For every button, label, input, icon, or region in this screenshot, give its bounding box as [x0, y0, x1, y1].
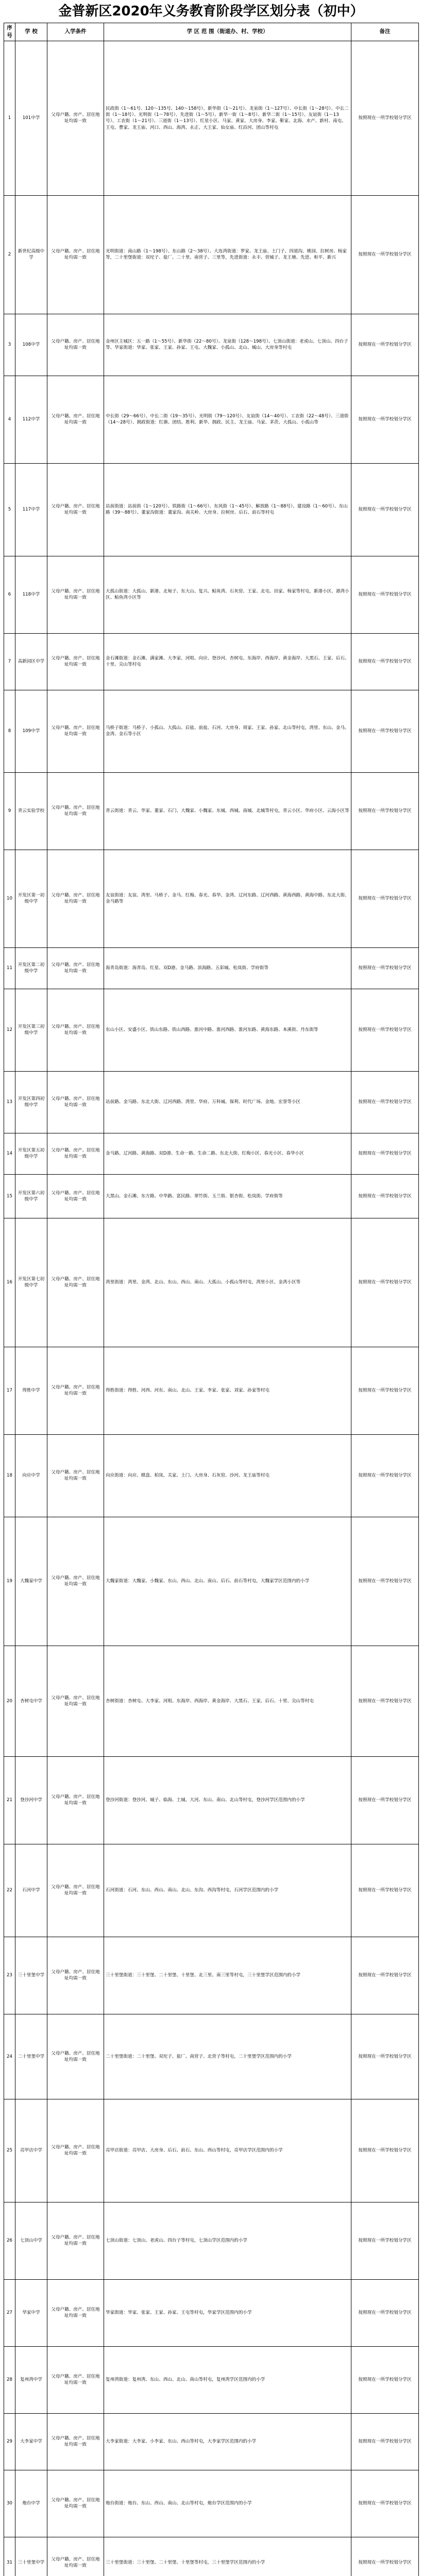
- district-range: 金州区主城区：五一路（1～55号）、新华街（22～80号）、龙泉街（128～198号）、七顶山街道：老虎山、七顶山、四台子等、华家街道：华家、张家、王家、孙家、王屯、大魏家、小孤山、北山、城山、大房身等村屯: [104, 314, 351, 376]
- header-note: 备注: [351, 23, 419, 41]
- district-range: 七顶山街道：七顶山、老虎山、四台子等村屯，七顶山学区范围内的小学: [104, 2202, 351, 2279]
- row-number: 2: [4, 195, 15, 314]
- table-row: [4, 195, 419, 314]
- district-range: 民政街（1～61号、120～135号、140～158号）、新华街（1～21号）、龙泉街（1～127号）、中长街（1～28号）、中长二街（1～18号）、光明街（1～78号）、先进街（1～5号）、新华一街（1～8号）、新华二街（1～15号）、友谊街（1～13号）、工农街（1～21号）、三道街（1～13号）、红星小区、马家、黄家、大房身、李家、靳家、北海、水产、新村、南屯、王屯、曹家、龙王庙、河口、西山、海湾、永正、大王家、仙女庙、红沿河、团山等村屯: [104, 41, 351, 195]
- district-range: 大李家街道：大李家、小李家、东山、西山等村屯，大李家学区范围内的小学: [104, 2413, 351, 2470]
- table-row: [4, 1937, 419, 2014]
- row-note: 按照现在一所学校划分学区: [351, 947, 419, 989]
- admission-condition: 父母户籍、房产、居住地址均需一致: [47, 1517, 104, 1646]
- table-row: [4, 556, 419, 633]
- row-note: 按照现在一所学校划分学区: [351, 633, 419, 690]
- district-range: 三十里堡街道：三十里堡、二十里堡、十里堡、北三里、南三里等村屯，三十里堡学区范围内的小学: [104, 1937, 351, 2014]
- admission-condition: 父母户籍、房产、居住地址均需一致: [47, 2014, 104, 2099]
- row-note: 按照现在一所学校划分学区: [351, 556, 419, 633]
- admission-condition: 父母户籍、房产、居住地址均需一致: [47, 633, 104, 690]
- table-row: [4, 1347, 419, 1434]
- district-range: 华家街道：华家、张家、王家、孙家、王屯等村屯，华家学区范围内的小学: [104, 2279, 351, 2346]
- school-name: 大魏家中学: [15, 1517, 47, 1646]
- district-range: 向应街道：向应、棋盘、柏岚、关家、土门、大房身、石灰窑、沙河、龙王庙等村屯: [104, 1434, 351, 1517]
- table-row: [4, 1218, 419, 1347]
- header-range: 学 区 范 围（街道办、村、学校）: [104, 23, 351, 41]
- row-number: 18: [4, 1434, 15, 1517]
- district-range: 复州湾街道：复州湾、东山、西山、北山、南山等村屯，复州湾学区范围内的小学: [104, 2346, 351, 2413]
- district-range: 马桥子街道：马桥子、小孤山、大孤山、后盐、前盐、石河、大房身、周家、王家、孙家、北山等村屯，湾里、东山、金马、金湾、金石等小区: [104, 690, 351, 772]
- district-range: 大孤山街道：大孤山、新港、北甸子、东大山、复兴、鲇鱼湾、石灰窑、王家、北屯、田家、杨家等村屯，新港小区、港湾小区、鲇鱼湾小区等: [104, 556, 351, 633]
- row-number: 5: [4, 463, 15, 556]
- row-note: 按照现在一所学校划分学区: [351, 1174, 419, 1218]
- school-name: 登沙河中学: [15, 1756, 47, 1844]
- table-row: [4, 2099, 419, 2202]
- admission-condition: 父母户籍、房产、居住地址均需一致: [47, 556, 104, 633]
- district-range: 亮甲店街道：亮甲店、大房身、后石、前石、东山、西山等村屯，亮甲店学区范围内的小学: [104, 2099, 351, 2202]
- table-row: [4, 1174, 419, 1218]
- school-name: 开发区第二初级中学: [15, 947, 47, 989]
- table-row: [4, 2014, 419, 2099]
- admission-condition: 父母户籍、房产、居住地址均需一致: [47, 2413, 104, 2470]
- admission-condition: 父母户籍、房产、居住地址均需一致: [47, 314, 104, 376]
- row-note: 按照现在一所学校划分学区: [351, 2099, 419, 2202]
- row-number: 15: [4, 1174, 15, 1218]
- row-note: 按照现在一所学校划分学区: [351, 463, 419, 556]
- school-name: 炮台中学: [15, 2470, 47, 2537]
- table-row: [4, 633, 419, 690]
- admission-condition: 父母户籍、房产、居住地址均需一致: [47, 463, 104, 556]
- school-name: 石河中学: [15, 1844, 47, 1937]
- school-name: 亮甲店中学: [15, 2099, 47, 2202]
- table-row: [4, 690, 419, 772]
- row-number: 3: [4, 314, 15, 376]
- district-range: 登沙河街道：登沙河、城子、临海、土城、大河、东山、南山、北山等村屯，登沙河学区范围内的小学: [104, 1756, 351, 1844]
- admission-condition: 父母户籍、房产、居住地址均需一致: [47, 2099, 104, 2202]
- school-name: 得胜中学: [15, 1347, 47, 1434]
- row-note: 按照现在一所学校划分学区: [351, 1756, 419, 1844]
- table-row: [4, 2413, 419, 2470]
- district-range: 石河街道：石河、东山、西山、南山、北山、东沟、西沟等村屯，石河学区范围内的小学: [104, 1844, 351, 1937]
- row-number: 7: [4, 633, 15, 690]
- row-note: 按照现在一所学校划分学区: [351, 1434, 419, 1517]
- district-range: 光明街道：南山路（1～198号）、东山路（2～38号）、大连湾街道：罗家、龙王庙、土门子、四道沟、桃园、拉树房、杨家等，二十里堡街道：双坨子、盐厂、二十里、南营子、三里等，先进街道：永丰、营城子、龙王塘、先进、和平、新兴: [104, 195, 351, 314]
- row-number: 20: [4, 1646, 15, 1756]
- row-number: 13: [4, 1071, 15, 1133]
- admission-condition: 父母户籍、房产、居住地址均需一致: [47, 1174, 104, 1218]
- row-note: 按照现在一所学校划分学区: [351, 772, 419, 850]
- row-note: 按照现在一所学校划分学区: [351, 376, 419, 463]
- school-name: 大李家中学: [15, 2413, 47, 2470]
- district-range: 三十里堡街道：三十里堡、二十里堡、十里堡等村屯，三十里堡学区范围内的小学: [104, 2537, 351, 2576]
- table-row: [4, 2537, 419, 2576]
- table-row: [4, 2470, 419, 2537]
- admission-condition: 父母户籍、房产、居住地址均需一致: [47, 850, 104, 947]
- admission-condition: 父母户籍、房产、居住地址均需一致: [47, 947, 104, 989]
- header-no: 序号: [4, 23, 15, 41]
- row-number: 8: [4, 690, 15, 772]
- table-row: [4, 2202, 419, 2279]
- school-name: 开发区第五初级中学: [15, 1133, 47, 1174]
- district-range: 得胜街道：得胜、河西、河东、南山、北山、王家、李家、张家、刘家、孙家等村屯: [104, 1347, 351, 1434]
- school-name: 108中学: [15, 314, 47, 376]
- table-row: [4, 1434, 419, 1517]
- admission-condition: 父母户籍、房产、居住地址均需一致: [47, 1937, 104, 2014]
- school-name: 112中学: [15, 376, 47, 463]
- row-note: 按照现在一所学校划分学区: [351, 314, 419, 376]
- row-note: 按照现在一所学校划分学区: [351, 1937, 419, 2014]
- admission-condition: 父母户籍、房产、居住地址均需一致: [47, 41, 104, 195]
- district-range: 东山小区、安盛小区、铁山东路、铁山西路、淮河中路、淮河西路、淮河东路、黄海东路、本溪街、丹东街等: [104, 989, 351, 1071]
- row-number: 28: [4, 2346, 15, 2413]
- district-range: 站前街道：站前街（1～120号）、铁路街（1～66号）、东风街（1～45号）、解放路（1～88号）、建设路（1～60号）、东山路（39～88号）、董家沟街道：董家沟、南关岭、大房身、拉树房、后石、前石等村屯: [104, 463, 351, 556]
- row-note: 按照现在一所学校划分学区: [351, 690, 419, 772]
- row-note: 按照现在一所学校划分学区: [351, 2470, 419, 2537]
- table-row: [4, 376, 419, 463]
- row-number: 24: [4, 2014, 15, 2099]
- row-number: 19: [4, 1517, 15, 1646]
- school-name: 杏树屯中学: [15, 1646, 47, 1756]
- district-range: 中长街（29～66号）、中长二街（19～35号）、光明街（79～120号）、友谊街（14～40号）、工农街（22～48号）、三道街（14～28号）、拥政街道：红旗、团结、胜利、新华、拥政、民主、龙王庙、马家、茅茨、大孤山、小孤山等: [104, 376, 351, 463]
- admission-condition: 父母户籍、房产、居住地址均需一致: [47, 2537, 104, 2576]
- school-name: 开发区第一初级中学: [15, 850, 47, 947]
- table-body: [4, 41, 419, 2576]
- row-note: 按照现在一所学校划分学区: [351, 2202, 419, 2279]
- district-range: 海青岛街道：海青岛、红星、双D港、金马路、滨海路、五彩城、松岚街、学府街等: [104, 947, 351, 989]
- row-number: 27: [4, 2279, 15, 2346]
- row-note: 按照现在一所学校划分学区: [351, 850, 419, 947]
- table-row: [4, 2279, 419, 2346]
- district-range: 炮台街道：炮台、东山、西山、南山、北山等村屯，炮台学区范围内的小学: [104, 2470, 351, 2537]
- school-name: 118中学: [15, 556, 47, 633]
- row-note: 按照现在一所学校划分学区: [351, 2537, 419, 2576]
- school-name: 109中学: [15, 690, 47, 772]
- table-row: [4, 2346, 419, 2413]
- row-number: 21: [4, 1756, 15, 1844]
- school-district-table: [4, 23, 419, 2576]
- district-range: 湾里街道：湾里、金湾、北山、东山、西山、南山、大孤山、小孤山等村屯，湾里小区、金湾小区等: [104, 1218, 351, 1347]
- school-name: 三十里堡中学: [15, 1937, 47, 2014]
- header-condition: 入学条件: [47, 23, 104, 41]
- row-note: 按照现在一所学校划分学区: [351, 2279, 419, 2346]
- row-number: 16: [4, 1218, 15, 1347]
- school-name: 三十里堡中学: [15, 2537, 47, 2576]
- row-number: 14: [4, 1133, 15, 1174]
- row-number: 12: [4, 989, 15, 1071]
- row-number: 11: [4, 947, 15, 989]
- row-number: 6: [4, 556, 15, 633]
- row-number: 30: [4, 2470, 15, 2537]
- school-name: 开发区第四初级中学: [15, 1071, 47, 1133]
- school-name: 复州湾中学: [15, 2346, 47, 2413]
- table-row: [4, 772, 419, 850]
- row-number: 22: [4, 1844, 15, 1937]
- row-note: 按照现在一所学校划分学区: [351, 2413, 419, 2470]
- school-name: 开发区第六初级中学: [15, 1174, 47, 1218]
- school-name: 开发区第七初级中学: [15, 1218, 47, 1347]
- table-row: [4, 1133, 419, 1174]
- district-range: 大黑山、金石滩、东方路、中华路、富民路、翠竹街、玉兰街、银杏街、松岚街、学府街等: [104, 1174, 351, 1218]
- school-name: 101中学: [15, 41, 47, 195]
- district-range: 友谊街道：友谊、湾里、马桥子、金马、红梅、春光、春华、金湾、辽河东路、辽河西路、黄海西路、黄海中路、东北大街、金马路等: [104, 850, 351, 947]
- school-name: 青云实验学校: [15, 772, 47, 850]
- row-note: 按照现在一所学校划分学区: [351, 2014, 419, 2099]
- admission-condition: 父母户籍、房产、居住地址均需一致: [47, 1756, 104, 1844]
- district-range: 站前路、金马路、东北大街、辽河西路、湾里、华府、万科城、保利、时代广场、金地、宏誉等小区: [104, 1071, 351, 1133]
- row-number: 31: [4, 2537, 15, 2576]
- school-name: 向应中学: [15, 1434, 47, 1517]
- school-name: 新世纪高级中学: [15, 195, 47, 314]
- school-name: 七顶山中学: [15, 2202, 47, 2279]
- table-row: [4, 314, 419, 376]
- row-note: 按照现在一所学校划分学区: [351, 1347, 419, 1434]
- table-row: [4, 1844, 419, 1937]
- admission-condition: 父母户籍、房产、居住地址均需一致: [47, 690, 104, 772]
- admission-condition: 父母户籍、房产、居住地址均需一致: [47, 989, 104, 1071]
- admission-condition: 父母户籍、房产、居住地址均需一致: [47, 2470, 104, 2537]
- district-range: 金马路、辽河路、黄海路、双D港、生命一路、生命二路、东北大街、红梅小区、春光小区、春华小区: [104, 1133, 351, 1174]
- admission-condition: 父母户籍、房产、居住地址均需一致: [47, 772, 104, 850]
- row-number: 1: [4, 41, 15, 195]
- school-name: 开发区第三初级中学: [15, 989, 47, 1071]
- row-number: 29: [4, 2413, 15, 2470]
- table-row: [4, 463, 419, 556]
- admission-condition: 父母户籍、房产、居住地址均需一致: [47, 1844, 104, 1937]
- school-name: 高新园区中学: [15, 633, 47, 690]
- table-header-row: [4, 23, 419, 41]
- row-number: 25: [4, 2099, 15, 2202]
- row-note: 按照现在一所学校划分学区: [351, 1071, 419, 1133]
- table-row: [4, 1071, 419, 1133]
- table-row: [4, 947, 419, 989]
- row-note: 按照现在一所学校划分学区: [351, 195, 419, 314]
- table-row: [4, 850, 419, 947]
- row-note: 按照现在一所学校划分学区: [351, 2346, 419, 2413]
- admission-condition: 父母户籍、房产、居住地址均需一致: [47, 1347, 104, 1434]
- table-row: [4, 41, 419, 195]
- school-name: 117中学: [15, 463, 47, 556]
- admission-condition: 父母户籍、房产、居住地址均需一致: [47, 376, 104, 463]
- admission-condition: 父母户籍、房产、居住地址均需一致: [47, 1646, 104, 1756]
- school-name: 华家中学: [15, 2279, 47, 2346]
- district-range: 金石滩街道：金石滩、满家滩、大李家、河咀、向应、登沙河、杏树屯、东海岸、西海岸、黄金海岸、大黑石、王家、后石、十里、尖山等村屯: [104, 633, 351, 690]
- district-range: 杏树街道：杏树屯、大李家、河咀、东海岸、西海岸、黄金海岸、大黑石、王家、后石、十里、尖山等村屯: [104, 1646, 351, 1756]
- row-note: 按照现在一所学校划分学区: [351, 989, 419, 1071]
- table-row: [4, 1646, 419, 1756]
- admission-condition: 父母户籍、房产、居住地址均需一致: [47, 2279, 104, 2346]
- school-name: 二十里堡中学: [15, 2014, 47, 2099]
- table-row: [4, 1517, 419, 1646]
- header-school: 学 校: [15, 23, 47, 41]
- row-number: 10: [4, 850, 15, 947]
- admission-condition: 父母户籍、房产、居住地址均需一致: [47, 2346, 104, 2413]
- admission-condition: 父母户籍、房产、居住地址均需一致: [47, 1133, 104, 1174]
- row-note: 按照现在一所学校划分学区: [351, 1844, 419, 1937]
- row-number: 4: [4, 376, 15, 463]
- row-number: 17: [4, 1347, 15, 1434]
- district-range: 大魏家街道：大魏家、小魏家、东山、西山、北山、南山、后石、前石等村屯，大魏家学区范围内的小学: [104, 1517, 351, 1646]
- row-number: 26: [4, 2202, 15, 2279]
- admission-condition: 父母户籍、房产、居住地址均需一致: [47, 1071, 104, 1133]
- district-range: 青云街道：青云、华家、董家、石门、大魏家、小魏家、东城、西城、南城、北城等村屯，青云小区、华府小区、云海小区等: [104, 772, 351, 850]
- row-note: 按照现在一所学校划分学区: [351, 1517, 419, 1646]
- row-number: 23: [4, 1937, 15, 2014]
- row-note: 按照现在一所学校划分学区: [351, 1133, 419, 1174]
- admission-condition: 父母户籍、房产、居住地址均需一致: [47, 1218, 104, 1347]
- row-note: 按照现在一所学校划分学区: [351, 1646, 419, 1756]
- admission-condition: 父母户籍、房产、居住地址均需一致: [47, 2202, 104, 2279]
- table-row: [4, 1756, 419, 1844]
- row-note: 按照现在一所学校划分学区: [351, 1218, 419, 1347]
- row-note: 按照现在一所学校划分学区: [351, 41, 419, 195]
- district-range: 二十里堡街道：二十里堡、双坨子、盐厂、南营子、北营子等村屯，二十里堡学区范围内的小学: [104, 2014, 351, 2099]
- table-row: [4, 989, 419, 1071]
- admission-condition: 父母户籍、房产、居住地址均需一致: [47, 195, 104, 314]
- page-title: 金普新区2020年义务教育阶段学区划分表（初中）: [58, 4, 364, 19]
- admission-condition: 父母户籍、房产、居住地址均需一致: [47, 1434, 104, 1517]
- row-number: 9: [4, 772, 15, 850]
